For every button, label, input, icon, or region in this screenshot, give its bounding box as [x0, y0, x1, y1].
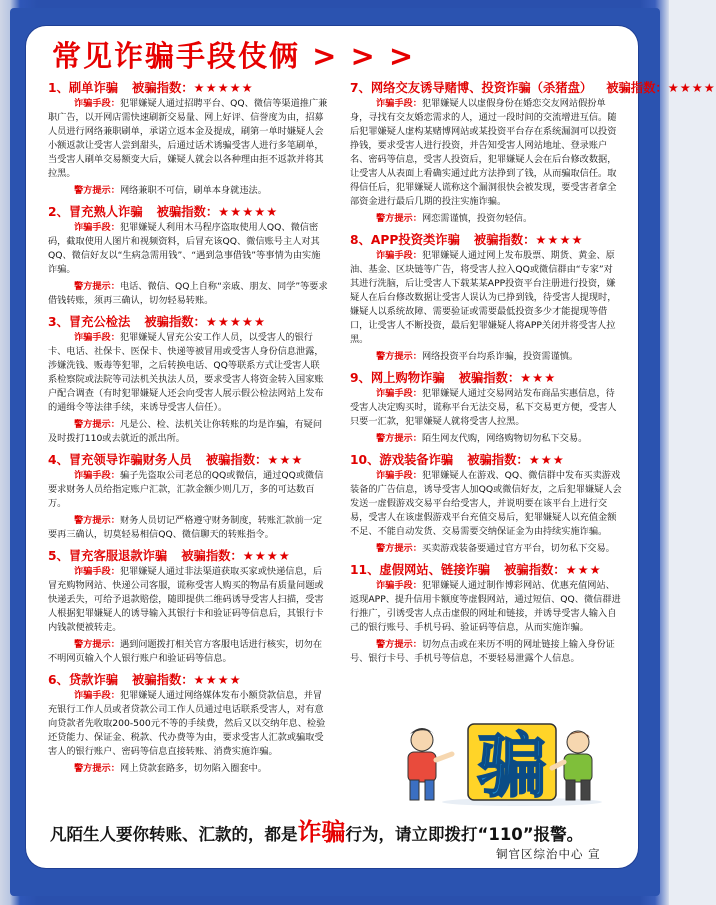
- tip-paragraph: [48, 762, 328, 776]
- section-title: 10、游戏装备诈骗: [350, 453, 454, 467]
- illustration-character: 骗: [477, 725, 547, 807]
- method-text: 犯罪嫌疑人冒充公安工作人员，以受害人的银行卡、电话、社保卡、医保卡、快递等被冒用或受害人身份信息泄露，涉嫌洗钱、贩毒等犯罪，之后转换电话、QQ等联系方式让受害人联系检察院或法院等司法机关执法人员，要求受害人将资金转入国家账户配合调查（有时犯罪嫌疑人还会向受害人展示假公检法网站上发布的通缉令等法律手续，来诱导受害人信任）。: [48, 332, 324, 413]
- star-rating: ★★★: [520, 371, 557, 385]
- method-label: 诈骗手段：: [74, 332, 120, 343]
- tip-paragraph: [48, 638, 328, 666]
- section-title: 7、网络交友诱导赌博、投资诈骗（杀猪盘）: [350, 81, 593, 95]
- tip-paragraph: [350, 432, 622, 446]
- tip-label: 警方提示：: [376, 543, 422, 554]
- fraud-section: [350, 232, 622, 364]
- fraud-section: [48, 204, 328, 308]
- index-label: 被骗指数：: [132, 81, 194, 95]
- section-heading: [48, 452, 328, 469]
- method-text: 犯罪嫌疑人通过交易网站发布商品实惠信息，待受害人决定购买时，谎称平台无法交易，私下交易更方便，受害人只要一汇款，犯罪嫌疑人就将受害人拉黑。: [350, 388, 617, 427]
- index-label: 被骗指数：: [606, 81, 668, 95]
- section-heading: [48, 204, 328, 221]
- fraud-section: [350, 452, 622, 556]
- tip-text: 遇到问题拨打相关官方客服电话进行核实，切勿在不明网页输入个人银行账户和验证码等信息。: [48, 639, 323, 664]
- star-rating: ★★★: [565, 563, 602, 577]
- tip-text: 网络投资平台均系诈骗，投资需谨慎。: [421, 351, 579, 362]
- tip-text: 切勿点击或在来历不明的网址链接上输入身份证号、银行卡号、手机号等信息，不要轻易泄露个人信息。: [350, 639, 615, 664]
- person-right-icon: [552, 731, 592, 800]
- section-heading: [350, 370, 622, 387]
- method-paragraph: [350, 469, 622, 539]
- method-text: 犯罪嫌疑人通过制作博彩网站、优惠充值网站、返现APP、提升信用卡额度等虚假网站，通过短信、QQ、微信群进行推广，引诱受害人点击虚假的网址和链接，并诱导受害人输入自己的银行账号、手机号码、验证码等信息，从而实施诈骗。: [350, 580, 621, 633]
- tip-label: 警方提示：: [74, 639, 120, 650]
- method-text: 犯罪嫌疑人利用木马程序盗取使用人QQ、微信密码，截取使用人图片和视频资料，后冒充该QQ、微信账号主人对其QQ、微信好友以“生病急需用钱”、“遇到急事借钱”等事情为由实施诈骗。: [48, 222, 321, 275]
- section-title: 5、冒充客服退款诈骗: [48, 549, 168, 563]
- tip-text: 买卖游戏装备要通过官方平台，切勿私下交易。: [421, 543, 615, 554]
- star-rating: ★★★★: [193, 673, 242, 687]
- section-heading: [48, 314, 328, 331]
- fraud-section: [48, 452, 328, 542]
- method-label: 诈骗手段：: [376, 470, 422, 481]
- index-label: 被骗指数：: [144, 315, 206, 329]
- index-label: 被骗指数：: [132, 673, 194, 687]
- tip-text: 网上贷款套路多，切勿陷入圈套中。: [119, 763, 267, 774]
- method-text: 犯罪嫌疑人通过非法渠道获取买家或快递信息，后冒充购物网站、快递公司客服，谎称受害人购买的物品有质量问题或快递丢失，可给予退款赔偿，随即提供二维码诱导受害人扫描，受害人根据犯罪嫌疑人的诱导输入其银行卡和验证码等信息后，其银行卡内钱款便被转走。: [48, 566, 324, 633]
- method-text: 犯罪嫌疑人在游戏、QQ、微信群中发布买卖游戏装备的广告信息，诱导受害人加QQ或微信好友，之后犯罪嫌疑人会发送一虚假游戏交易平台给受害人，并说明要在该平台上进行交易，受害人在该虚假游戏平台充值交易后，犯罪嫌疑人以充值金额不足、不能自动发货、交易需要交纳保证金为由持续实施诈骗。: [350, 470, 622, 537]
- section-title: 1、刷单诈骗: [48, 81, 119, 95]
- fraud-section: [48, 80, 328, 198]
- tip-label: 警方提示：: [74, 185, 120, 196]
- tip-paragraph: [48, 514, 328, 542]
- star-rating: ★★★★★: [193, 81, 254, 95]
- tip-label: 警方提示：: [74, 281, 120, 292]
- method-text: 犯罪嫌疑人通过网上发布股票、期货、黄金、原油、基金、区块链等广告，将受害人拉入QQ或微信群由“专家”对其进行洗脑，后让受害人下载某某APP投资平台注册进行投资，嫌疑人在后台修改数据让受害人误认为已挣到钱，待受害人提现时，嫌疑人以系统故障、需要验证或需要最低投资多少才能提现等借口，让受害人不断投资，最后犯罪嫌疑人将APP关闭并将受害人拉黑。: [350, 250, 617, 345]
- method-paragraph: [48, 97, 328, 181]
- section-title: 11、虚假网站、链接诈骗: [350, 563, 491, 577]
- warning-slogan: [50, 812, 583, 847]
- tip-label: 警方提示：: [376, 433, 422, 444]
- tip-text: 陌生网友代购，网络购物切勿私下交易。: [421, 433, 588, 444]
- tip-label: 警方提示：: [376, 213, 422, 224]
- method-paragraph: [48, 689, 328, 759]
- section-title: 4、冒充领导诈骗财务人员: [48, 453, 192, 467]
- person-left-icon: [408, 728, 452, 800]
- index-label: 被骗指数：: [181, 549, 243, 563]
- fraud-section: [350, 562, 622, 666]
- index-label: 被骗指数：: [467, 453, 529, 467]
- tip-text: 电话、微信、QQ上自称“亲戚、朋友、同学”等要求借钱转账，须再三确认，切勿轻易转账。: [48, 281, 328, 306]
- tip-label: 警方提示：: [376, 639, 422, 650]
- section-heading: [48, 80, 328, 97]
- tip-text: 网恋需谨慎，投资勿轻信。: [421, 213, 533, 224]
- method-text: 犯罪嫌疑人通过招聘平台、QQ、微信等渠道推广兼职广告，以开网店需快速刷新交易量、网上好评、信誉度为由，招募人员进行网络兼职刷单，承诺立返本金及提成，刷第一单时嫌疑人会小额返款让受害人尝到甜头，后通过话术诱骗受害人进行多笔刷单，当受害人刷单交易额变大后，嫌疑人就会以各种理由拒不返款并将其拉黑。: [48, 98, 328, 179]
- method-paragraph: [48, 331, 328, 415]
- slogan-part1: 凡陌生人要你转账、汇款的，都是: [50, 825, 298, 844]
- section-title: 9、网上购物诈骗: [350, 371, 445, 385]
- star-rating: ★★★★: [667, 81, 716, 95]
- method-text: 犯罪嫌疑人以虚假身份在婚恋交友网站假扮单身，寻找有交友婚恋需求的人，通过一段时间的交流增进互信。随后犯罪嫌疑人虚构某赌博网站或某投资平台存在系统漏洞可以投资挣钱，要求受害人进行投资，并告知受害人网站地址、登录账户名、密码等信息，受害人投资后，犯罪嫌疑人会在后台修改数据，让受害人从表面上看确实通过此方法挣到了钱，从而骗取信任。取得信任后，犯罪嫌疑人谎称这个漏洞很快会被发现，要受害者拿全部资金进行最后几期的投注实施诈骗。: [350, 98, 617, 207]
- method-label: 诈骗手段：: [376, 98, 422, 109]
- poster-title: 常见诈骗手段伎俩 > > >: [52, 39, 416, 73]
- fraud-illustration: [372, 720, 620, 806]
- index-label: 被骗指数：: [504, 563, 566, 577]
- method-paragraph: [48, 565, 328, 635]
- fraud-section: [48, 548, 328, 666]
- method-label: 诈骗手段：: [376, 250, 422, 261]
- section-heading: [350, 562, 622, 579]
- tip-label: 警方提示：: [74, 419, 120, 430]
- section-heading: [350, 452, 622, 469]
- tip-label: 警方提示：: [376, 351, 422, 362]
- section-title: 2、冒充熟人诈骗: [48, 205, 143, 219]
- method-paragraph: [350, 97, 622, 209]
- method-label: 诈骗手段：: [74, 98, 120, 109]
- tip-paragraph: [350, 350, 622, 364]
- tip-paragraph: [350, 638, 622, 666]
- right-column: [350, 80, 716, 672]
- method-label: 诈骗手段：: [376, 388, 422, 399]
- tip-text: 网络兼职不可信，刷单本身就违法。: [119, 185, 267, 196]
- index-label: 被骗指数：: [458, 371, 521, 385]
- tip-paragraph: [48, 184, 328, 198]
- fraud-section: [350, 370, 622, 446]
- slogan-part2: 行为，请立即拨打“110”报警。: [345, 825, 584, 844]
- tip-paragraph: [48, 280, 328, 308]
- section-title: 8、APP投资类诈骗: [350, 233, 460, 247]
- index-label: 被骗指数：: [156, 205, 219, 219]
- method-label: 诈骗手段：: [74, 470, 120, 481]
- footer-publisher: 铜官区综治中心 宣: [496, 847, 601, 861]
- slogan-highlight: 诈骗: [297, 818, 346, 846]
- tip-text: 凡是公、检、法机关让你转账的均是诈骗，有疑问及时拨打110或去就近的派出所。: [48, 419, 323, 444]
- method-paragraph: [350, 579, 622, 635]
- method-label: 诈骗手段：: [74, 566, 120, 577]
- method-paragraph: [48, 469, 328, 511]
- tip-paragraph: [48, 418, 328, 446]
- method-text: 犯罪嫌疑人通过网络媒体发布小额贷款信息，并冒充银行工作人员或者贷款公司工作人员通过电话联系受害人，对有意向贷款者先收取200-500元不等的手续费，然后又以交纳年息、检验还贷能力、保证金、税款、代办费等为由，要求受害人汇款或骗取受害人的银行账户、密码等信息直接转账、消费实施诈骗。: [48, 690, 326, 757]
- section-heading: [48, 672, 328, 689]
- method-paragraph: [350, 249, 622, 347]
- section-heading: [350, 232, 622, 249]
- tip-label: 警方提示：: [74, 515, 120, 526]
- section-title: 3、冒充公检法: [48, 315, 131, 329]
- big-character-shape: [468, 724, 556, 807]
- method-paragraph: [350, 387, 622, 429]
- star-rating: ★★★★: [535, 233, 584, 247]
- index-label: 被骗指数：: [205, 453, 268, 467]
- star-rating: ★★★★★: [218, 205, 279, 219]
- star-rating: ★★★: [267, 453, 304, 467]
- tip-label: 警方提示：: [74, 763, 120, 774]
- fraud-section: [48, 672, 328, 776]
- method-text: 骗子先盗取公司老总的QQ或微信，通过QQ或微信要求财务人员给指定账户汇款，汇款金额少则几万，多的可达数百万。: [48, 470, 324, 509]
- section-heading: [350, 80, 716, 97]
- fraud-section: [48, 314, 328, 446]
- star-rating: ★★★★: [242, 549, 291, 563]
- method-paragraph: [48, 221, 328, 277]
- method-label: 诈骗手段：: [74, 690, 120, 701]
- section-title: 6、贷款诈骗: [48, 673, 119, 687]
- method-label: 诈骗手段：: [74, 222, 120, 233]
- fraud-section: [350, 80, 716, 226]
- left-column: [48, 80, 328, 782]
- tip-paragraph: [350, 212, 622, 226]
- section-heading: [48, 548, 328, 565]
- tip-text: 财务人员切记严格遵守财务制度，转账汇款前一定要再三确认，切莫轻易相信QQ、微信聊天的转账指令。: [48, 515, 323, 540]
- method-label: 诈骗手段：: [376, 580, 422, 591]
- star-rating: ★★★: [528, 453, 565, 467]
- star-rating: ★★★★★: [205, 315, 266, 329]
- tip-paragraph: [350, 542, 622, 556]
- index-label: 被骗指数：: [473, 233, 536, 247]
